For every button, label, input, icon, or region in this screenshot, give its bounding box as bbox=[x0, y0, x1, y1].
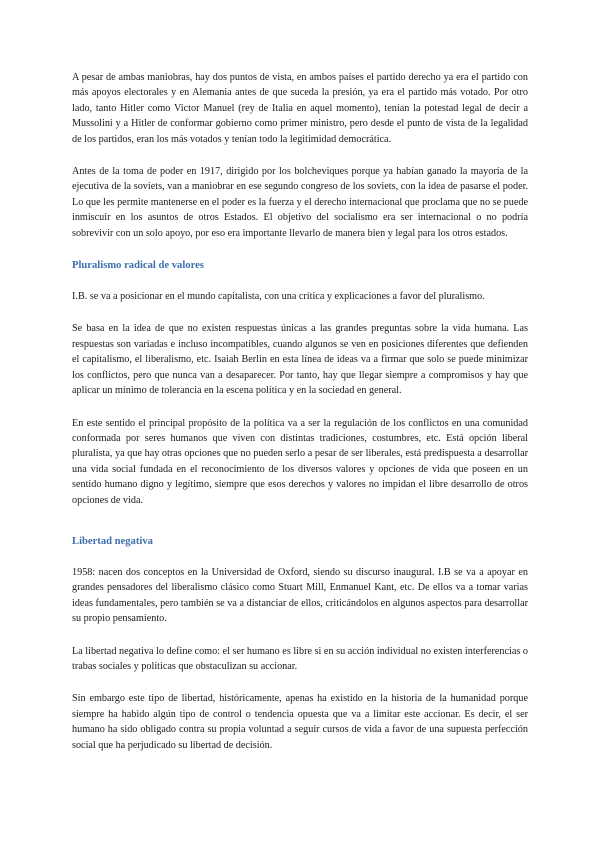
section-heading-pluralismo: Pluralismo radical de valores bbox=[72, 260, 204, 272]
paragraph-libertad-2: La libertad negativa lo define como: el ser humano es libre si en su acción individual no existen interferencias o trabas sociales y políticas que obstaculizan su accionar. bbox=[72, 645, 528, 672]
paragraph-intro-1: A pesar de ambas maniobras, hay dos puntos de vista, en ambos países el partido derecho ya era el partido con más apoyos electorales y en Alemania antes de que suceda la presión, ya era el partido más votado. Por otro lado, tanto Hitler como Victor Manuel (rey de Italia en aquel momento), tenían la potestad legal de decir a Mussolini y a Hitler de conformar gobierno como primer ministro, pero desde el punto de vista de la legalidad de los partidos, eran los más votados y tenían todo la legitimidad democrática. bbox=[72, 72, 528, 145]
paragraph-pluralismo-2: Se basa en la idea de que no existen respuestas únicas a las grandes preguntas sobre la vida humana. Las respuestas son variadas e incluso incompatibles, cuando algunos se ven en posiciones diferentes que defienden el capitalismo, el liberalismo, etc. Isaiah Berlin en esta línea de ideas va a firmar que solo se puede minimizar los conflictos, pero que nunca van a desaparecer. Por tanto, hay que llegar siempre a compromisos y hay que aplicar un mínimo de tolerancia en la escena política y en la sociedad en general. bbox=[72, 323, 528, 397]
paragraph-pluralismo-3: En este sentido el principal propósito de la política va a ser la regulación de los conflictos en una comunidad conformada por seres humanos que viven con distintas tradiciones, costumbres, etc. Está opción liberal pluralista, ya que hay otras opciones que no pueden serlo a pesar de ser liberales, está predispuesta a desarrollar una vida social fundada en el reconocimiento de los diversos valores y opciones de vida que poseen en un sentido humano digno y legítimo, siempre que esos derechos y valores no impidan el libre desarrollo de otros opciones de vida. bbox=[72, 417, 528, 506]
section-heading-libertad-negativa: Libertad negativa bbox=[72, 535, 153, 547]
paragraph-pluralismo-1: I.B. se va a posicionar en el mundo capitalista, con una crítica y explicaciones a favor del pluralismo. bbox=[72, 291, 485, 303]
paragraph-libertad-1: 1958: nacen dos conceptos en la Universidad de Oxford, siendo su discurso inaugural. I.B se va a apoyar en grandes pensadores del liberalismo clásico como Stuart Mill, Enmanuel Kant, etc. De ellos va a tomar varias ideas fundamentales, pero también se va a distanciar de ellos, criticándolos en algunos aspectos para desarrollar su propio pensamiento. bbox=[72, 566, 528, 625]
paragraph-intro-2: Antes de la toma de poder en 1917, dirigido por los bolcheviques porque ya habían ganado la mayoría de la ejecutiva de la soviets, van a maniobrar en ese segundo congreso de los soviets, con la idea de pasarse el poder. Lo que les permite mantenerse en el poder es la fuerza y el derecho internacional que proclama que no se puede inmiscuir en los asuntos de otros Estados. El objetivo del socialismo era ser internacional o no podría sobrevivir con un solo apoyo, por eso era importante llevarlo de manera bien y legal para los otros estados. bbox=[72, 166, 528, 239]
paragraph-libertad-3: Sin embargo este tipo de libertad, históricamente, apenas ha existido en la historia de la humanidad porque siempre ha habido algún tipo de control o tendencia opuesta que va a limitar este accionar. Es decir, el ser humano ha sido obligado contra su propia voluntad a seguir cursos de vida a favor de una supuesta perfección social que ha perjudicado su libertad de decisión. bbox=[72, 693, 528, 751]
